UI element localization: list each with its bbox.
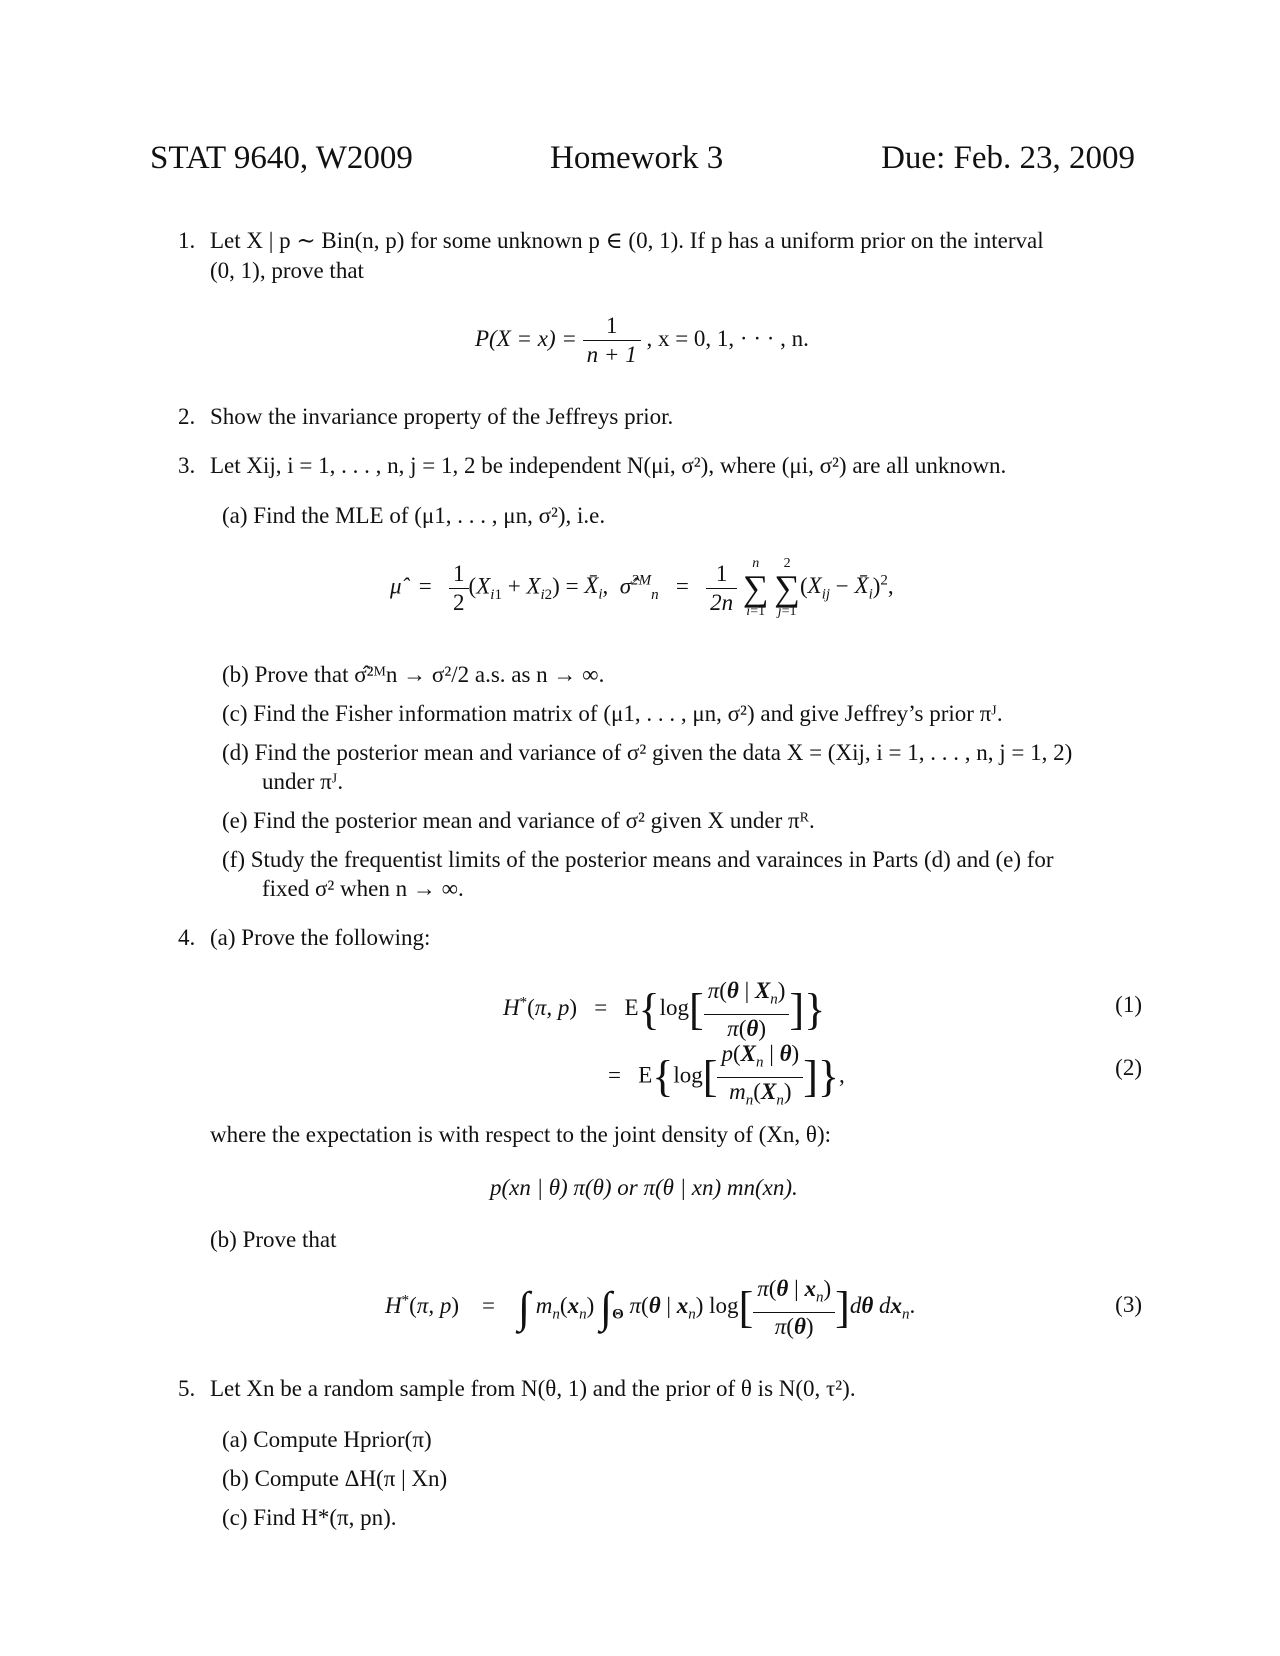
course-label: STAT 9640, W2009 — [150, 140, 413, 176]
problem-5c: (c) Find H*(π, pn). — [222, 1505, 397, 1530]
equation-1-number: (1) — [1115, 992, 1142, 1017]
equation-3: H*(π, p) = ∫ $m_n(x_n)$ $\int_\Theta$ π(θ | $x_n$) log[ $\frac{\pi(\theta | x_n)}{\pi(\theta)}$ ]dθ $dx_n$. — [385, 1276, 916, 1339]
problem-3e: (e) Find the posterior mean and variance of σ² given X under πᴿ. — [222, 808, 815, 833]
problem-2-text: Show the invariance property of the Jeffreys prior. — [210, 404, 674, 429]
problem-4a: (a) Prove the following: — [210, 925, 431, 950]
equation-1: H*(π, p) = E{log[ $\frac{\pi(\theta | X_n)}{\pi(\theta)}$ ]} — [503, 978, 826, 1041]
mle-equation: μ̂ = $\frac{1}{2}$ $(X_{i1} + X_{i2})$ = $X̄_i$, σ̂$^{2M}_n$ = $\frac{1}{2n}$ n ∑ i=1 2 ∑ $j=1(X_{ij}$ − $X̄_i)^2$, — [390, 556, 894, 619]
problem-3d-2: under πᴶ. — [262, 769, 344, 794]
problem-3f: (f) Study the frequentist limits of the posterior means and varainces in Parts (d) and (e) for — [222, 847, 1054, 872]
problem-3-number: 3. — [178, 453, 196, 478]
homework-title: Homework 3 — [550, 140, 724, 176]
fraction — [583, 312, 641, 369]
denominator: n + 1 — [586, 342, 637, 367]
equation-2-number: (2) — [1115, 1055, 1142, 1080]
problem-1-text: Let X | p ∼ Bin(n, p) for some unknown p ∈ (0, 1). If p has a uniform prior on the interval — [210, 228, 1044, 253]
problem-3c: (c) Find the Fisher information matrix of (μ1, . . . , μn, σ²) and give Jeffrey’s prior πᴶ. — [222, 701, 1003, 726]
problem-3f-2: fixed σ² when n → ∞. — [262, 876, 464, 901]
problem-3a: (a) Find the MLE of (μ1, . . . , μn, σ²), i.e. — [222, 503, 606, 528]
problem-2-number: 2. — [178, 404, 196, 429]
problem-4b: (b) Prove that — [210, 1227, 337, 1252]
eq-rest: , x = 0, 1, · · · , n. — [646, 325, 809, 351]
numerator: 1 — [583, 312, 641, 341]
header — [150, 140, 1135, 184]
problem-3d: (d) Find the posterior mean and variance of σ² given the data X = (Xij, i = 1, . . . , n, j = 1, 2) — [222, 740, 1073, 765]
problem-3-text: Let Xij, i = 1, . . . , n, j = 1, 2 be independent N(μi, σ²), where (μi, σ²) are all unknown. — [210, 453, 1007, 478]
problem-1-equation — [475, 312, 809, 369]
problem-5-text: Let Xn be a random sample from N(θ, 1) and the prior of θ is N(0, τ²). — [210, 1376, 856, 1401]
eq-lhs: P(X = x) = — [475, 325, 577, 351]
problem-1-number: 1. — [178, 228, 196, 253]
equation-2: = E{log[ $\frac{p(X_n | \theta)}{m_n(X_n)}$ ]}, — [608, 1041, 845, 1109]
problem-1-text-2: (0, 1), prove that — [210, 258, 364, 283]
problem-5a: (a) Compute Hprior(π) — [222, 1427, 432, 1452]
problem-4-number: 4. — [178, 925, 196, 950]
equation-3-number: (3) — [1115, 1292, 1142, 1317]
due-date: Due: Feb. 23, 2009 — [881, 140, 1135, 176]
problem-4-expectation-note: where the expectation is with respect to the joint density of (Xn, θ): — [210, 1122, 831, 1147]
problem-5-number: 5. — [178, 1376, 196, 1401]
problem-3b: (b) Prove that σ̂²ᴹn → σ²/2 a.s. as n → ∞. — [222, 662, 605, 687]
problem-5b: (b) Compute ΔH(π | Xn) — [222, 1466, 448, 1491]
joint-density: p(xn | θ) π(θ) or π(θ | xn) mn(xn). — [490, 1175, 798, 1200]
